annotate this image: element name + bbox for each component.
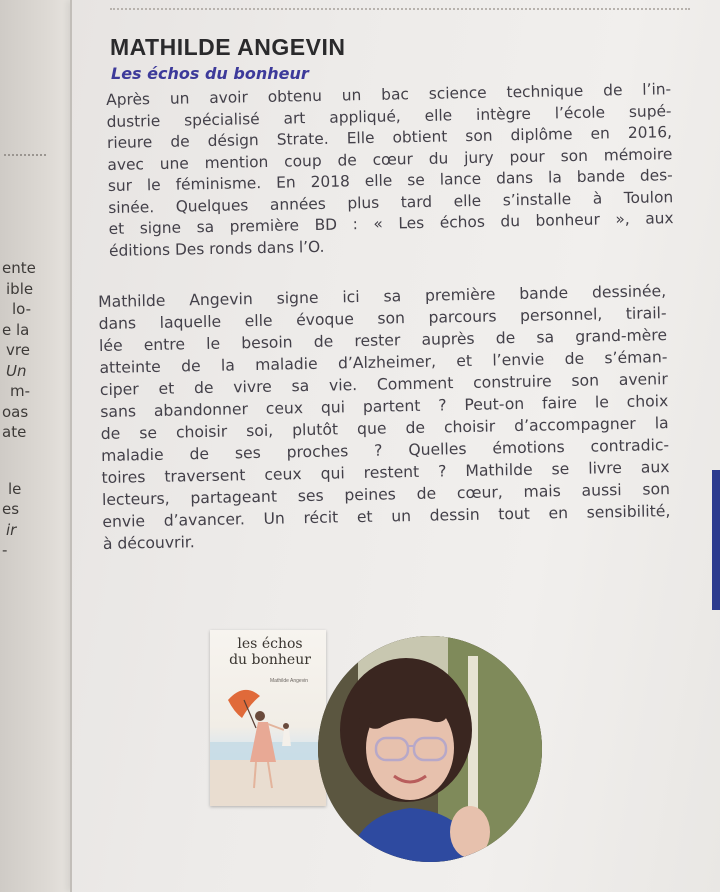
text-line: éditions Des ronds dans l’O.	[108, 237, 325, 260]
fragment: oas	[2, 402, 29, 421]
paragraph-synopsis	[98, 280, 671, 555]
text-line: de se choisir soi, plutôt que de choisir d’accompagner la	[100, 414, 669, 443]
cover-illustration	[210, 630, 326, 806]
fragment: ible	[6, 279, 34, 298]
text-line: avec une mention coup de cœur du jury pour son mémoire	[107, 144, 673, 174]
text-line: à découvrir.	[102, 533, 195, 553]
text-line: lecteurs, partageant ses peines de cœur, mais aussi son	[101, 480, 671, 509]
book-cover-image	[210, 630, 326, 806]
text-line: Mathilde Angevin signe ici sa première bande dessinée,	[98, 282, 667, 311]
author-portrait	[318, 636, 542, 862]
fragment: ente	[2, 259, 36, 277]
cover-title-line: du bonheur	[229, 652, 311, 668]
text-line: Après un avoir obtenu un bac science technique de l’in-	[106, 80, 672, 109]
text-line: atteinte de la maladie d’Alzheimer, et l’envie de s’éman-	[99, 348, 668, 377]
cover-author: Mathilde Angevin	[270, 678, 309, 684]
article-page	[70, 0, 720, 892]
author-photo	[318, 636, 542, 862]
page-gutter	[70, 0, 72, 892]
text-line: dans laquelle elle évoque son parcours personnel, tirail-	[98, 304, 667, 333]
author-name: MATHILDE ANGEVIN	[110, 34, 346, 60]
fragment: lo-	[12, 300, 32, 318]
dotted-rule	[110, 8, 690, 10]
text-line: sinée. Quelques années plus tard elle s’installe à Toulon	[108, 187, 674, 217]
text-line: sans abandonner ceux qui partent ? Peut-on faire le choix	[100, 392, 669, 421]
left-page-text-fragments	[2, 258, 62, 561]
fragment: m-	[10, 382, 31, 400]
fragment: ir	[6, 520, 17, 539]
cover-title-line: les échos	[237, 636, 303, 652]
text-line: toires traversent ceux qui restent ? Mathilde se livre aux	[101, 458, 670, 487]
fragment: Un	[6, 361, 27, 380]
text-line: maladie de ses proches ? Quelles émotions contradic-	[100, 436, 670, 465]
text-line: et signe sa première BD : « Les échos du bonheur », aux	[108, 209, 674, 238]
fragment: e la	[2, 320, 30, 339]
paragraph-biography	[106, 79, 674, 262]
text-line: dustrie spécialisé art appliqué, elle intègre l’école supé-	[106, 101, 672, 131]
text-line: sur le féminisme. En 2018 elle se lance dans la bande des-	[107, 166, 673, 195]
fragment: vre	[6, 341, 30, 359]
left-page-margin	[0, 0, 70, 892]
text-line: lée entre le besoin de rester auprès de sa grand-mère	[98, 326, 668, 355]
text-line: rieure de désign Strate. Elle obtient son diplôme en 2016,	[106, 123, 673, 152]
accent-strip	[712, 470, 720, 610]
fragment: ate	[2, 423, 27, 441]
fragment: es	[2, 500, 20, 518]
book-title: Les échos du bonheur	[111, 64, 309, 83]
dotted-rule	[4, 154, 46, 156]
text-line: envie d’avancer. Un récit et un dessin tout en sensibilité,	[102, 502, 671, 531]
fragment: le	[8, 479, 22, 498]
fragment: -	[2, 541, 8, 559]
text-line: ciper et de vivre sa vie. Comment construire son avenir	[99, 370, 668, 399]
